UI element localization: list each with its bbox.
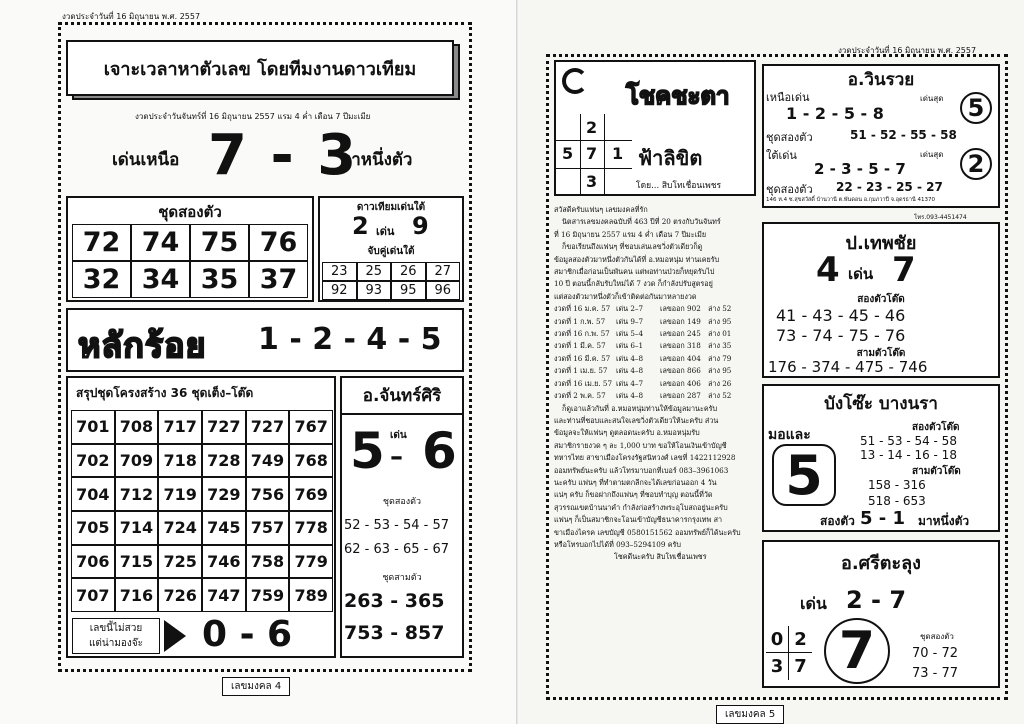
bangso-title: บังโซ๊ะ บางนรา [824, 394, 938, 414]
sritalung-grid-cell: 3 [766, 653, 789, 680]
logo-by: โดย... สิบโทเชื่อนเพชร [636, 181, 722, 191]
bottom-note-line-1: เลขนี้ไม่สวย [89, 623, 143, 634]
result-field: เด่น 9–7 [616, 316, 644, 326]
result-field: เลขออก 902 [660, 304, 701, 314]
summary-cell: 769 [289, 477, 333, 511]
sritalung-grid-cell: 0 [766, 626, 789, 653]
result-field: งวดที่ 16 มี.ค. 57 [554, 353, 611, 363]
winruay-south-label: ใต้เด่น [766, 149, 797, 162]
result-field: เด่น 4–8 [616, 353, 644, 363]
bangso-pairs-2: 13 - 14 - 16 - 18 [860, 448, 957, 462]
result-field: เด่น 4–7 [616, 378, 644, 388]
article-line: หรือโทรบอกไปได้ที่ 093–5294109 ครับ [554, 539, 681, 549]
pair-cell: 34 [131, 261, 190, 298]
satellite-cell: 95 [391, 281, 426, 300]
bangso-pairs-label: สองตัวโต๊ด [912, 422, 960, 433]
summary-cell: 706 [71, 545, 115, 579]
thepchai-pairs-label: สองตัวโต๊ด [857, 294, 905, 305]
pair-cell: 72 [72, 224, 131, 261]
results-list [554, 303, 741, 402]
banner-title: เจาะเวลาหาตัวเลข โดยทีมงานดาวเทียม [103, 58, 417, 80]
result-field: เด่น 2–7 [616, 304, 644, 314]
summary-cell: 745 [202, 511, 246, 545]
summary-cell: 725 [158, 545, 202, 579]
article-line: และท่านที่ชอบและสนใจเลขวิ่งตัวเดียวให้นะครับ ส่วน [554, 415, 719, 425]
summary-cell: 716 [115, 578, 159, 612]
article-line: สมาชิกรายงวด ๆ ละ 1,000 บาท ขอให้โอนเงินเข้าบัญชี [554, 440, 727, 450]
logo-grid-vline-2 [604, 114, 605, 194]
date-line: งวดประจำวันจันทร์ที่ 16 มิถุนายน 2557 แรม 4 ค่ำ เดือน 7 ปีมะเมีย [135, 112, 371, 121]
ajan-box [340, 376, 464, 658]
ajan-lead-right: 6 [422, 422, 457, 480]
article-line: ก็ขอเรียนถึงแฟนๆ ที่ชอบเล่นเลขวิ่งตัวเดียวก็ดู [562, 242, 703, 252]
article-line: ทหารไทย สาขาเมืองโครงรัฐสนิทวงศ์ เลขที่ 1422112928 [554, 453, 736, 463]
summary-box [66, 376, 336, 658]
right-page [520, 0, 1024, 724]
satellite-box [318, 196, 464, 302]
bottom-numbers: 0 - 6 [202, 614, 293, 655]
summary-cell: 707 [71, 578, 115, 612]
result-field: งวดที่ 16 ม.ค. 57 [554, 304, 611, 314]
summary-cell: 702 [71, 444, 115, 478]
ajan-triples-2: 753 - 857 [344, 622, 445, 644]
lead-suffix: มาหนึ่งตัว [340, 150, 413, 170]
ajan-pairs-label: ชุดสองตัว [382, 497, 422, 507]
summary-cell: 708 [115, 410, 159, 444]
bangso-triples-2: 518 - 653 [868, 494, 926, 508]
bottom-note [72, 618, 160, 654]
ajan-pairs-1: 52 - 53 - 54 - 57 [344, 518, 450, 533]
summary-cell: 701 [71, 410, 115, 444]
summary-cell: 719 [158, 477, 202, 511]
logo-title: โชคชะตา [626, 82, 730, 110]
bangso-pairs-1: 51 - 53 - 54 - 58 [860, 434, 957, 448]
result-field: เลขออก 318 [660, 341, 701, 351]
ajan-triples-label: ชุดสามตัว [382, 573, 422, 583]
ajan-lead-dash: – [390, 442, 403, 472]
sritalung-pairs-1: 70 - 72 [912, 646, 959, 661]
right-page-header: งวดประจำวันที่ 16 มิถุนายน พ.ศ. 2557 [838, 46, 977, 55]
result-field: ล่าง 35 [708, 341, 732, 351]
satellite-cell: 96 [426, 281, 461, 300]
hundreds-label: หลักร้อย [78, 326, 207, 366]
logo-grid-bottom: 3 [586, 172, 598, 191]
result-field: เด่น 4–8 [616, 391, 644, 401]
ajan-lead-mid: เด่น [390, 430, 407, 441]
logo-brand: ฟ้าลิขิต [638, 146, 703, 170]
article-line: นิตสารเลขมงคลฉบับที่ 463 ปีที่ 20 ตรงกับวันจันทร์ [562, 217, 721, 227]
satellite-main: 2 [352, 212, 369, 240]
left-footer: เลขมงคล 4 [222, 677, 290, 696]
logo-box [554, 60, 756, 196]
winruay-north-strong: 5 [960, 92, 992, 124]
triangle-arrow-icon [164, 620, 186, 652]
result-row [554, 340, 741, 352]
sritalung-title: อ.ศรีตะลุง [841, 553, 921, 574]
lead-prefix: เด่นเหนือ [112, 150, 180, 170]
satellite-cell: 27 [426, 262, 461, 281]
right-footer: เลขมงคล 5 [716, 705, 784, 724]
result-field: เลขออก 287 [660, 391, 701, 401]
bangso-triples-1: 158 - 316 [868, 478, 926, 492]
winruay-pairs-1: 51 - 52 - 55 - 58 [850, 128, 957, 142]
banner [66, 40, 454, 96]
summary-cell: 709 [115, 444, 159, 478]
logo-grid-hline-2 [556, 168, 632, 169]
bottom-note-line-2: แต่น่ามองจ๊ะ [88, 638, 144, 649]
result-field: เด่น 5–4 [616, 329, 644, 339]
article-line: ออมทรัพย์นะครับ แล้วโทรมาบอกที่เบอร์ 083–3961063 [554, 465, 729, 475]
summary-cell: 718 [158, 444, 202, 478]
summary-cell: 757 [246, 511, 290, 545]
summary-cell: 768 [289, 444, 333, 478]
summary-cell: 747 [202, 578, 246, 612]
summary-cell: 724 [158, 511, 202, 545]
article-line: 10 ปี ตอนนี้กลับรับใหม่ได้ 7 งวด ก็กำลังปรับสูตรอยู่ [554, 279, 713, 289]
summary-cell: 779 [289, 545, 333, 579]
bangso-big: 5 [772, 444, 836, 506]
summary-cell: 756 [246, 477, 290, 511]
result-field: ล่าง 95 [708, 366, 732, 376]
satellite-cell: 25 [357, 262, 392, 281]
result-field: งวดที่ 1 ก.พ. 57 [554, 316, 606, 326]
summary-cell: 727 [246, 410, 290, 444]
bangso-intro: มอและ [768, 427, 811, 443]
winruay-pairs-2: 22 - 23 - 25 - 27 [836, 180, 943, 194]
summary-cell: 726 [158, 578, 202, 612]
summary-cell: 749 [246, 444, 290, 478]
bangso-bottom-label: สองตัว [820, 514, 855, 528]
sritalung-box [762, 540, 1000, 688]
result-field: เลขออก 245 [660, 329, 701, 339]
satellite-title: ดาวเทียมเด่นใต้ [356, 202, 426, 213]
pairs-box [66, 196, 314, 302]
result-row [554, 353, 741, 365]
pair-cell: 74 [131, 224, 190, 261]
result-row [554, 365, 741, 377]
satellite-cell: 93 [357, 281, 392, 300]
left-page-header: งวดประจำวันที่ 16 มิถุนายน พ.ศ. 2557 [62, 12, 201, 21]
article-line: ขาเมืองไครค เลขบัญชี 0580151562 ออมทรัพย์ก็ได้นะครับ [554, 527, 741, 537]
satellite-main-mid: เด่น [376, 225, 395, 238]
satellite-main-end: 9 [412, 212, 429, 240]
result-row [554, 378, 741, 390]
winruay-north-label: เหนือเด่น [766, 91, 810, 104]
winruay-address: 146 ห.4 ซ.สุขสวัสดิ์ บ้านวานี ต.พันดอน อ.กุมภวาปี จ.อุดรธานี 41370 [766, 197, 935, 203]
logo-grid-vline-1 [580, 114, 581, 194]
sritalung-grid-cell: 2 [789, 626, 812, 653]
summary-cell: 714 [115, 511, 159, 545]
article-line: ข้อมูลจะให้แฟนๆ ดูตลอดนะครับ อ.หมอหนุ่มรับ [554, 428, 700, 438]
summary-cell: 729 [202, 477, 246, 511]
sritalung-pairs-label: ชุดสองตัว [920, 632, 954, 641]
result-field: เลขออก 866 [660, 366, 701, 376]
summary-cell: 746 [202, 545, 246, 579]
pair-cell: 32 [72, 261, 131, 298]
thepchai-pairs-2: 73 - 74 - 75 - 76 [776, 326, 906, 345]
bangso-triples-label: สามตัวโต๊ด [912, 466, 961, 477]
hundreds-box [66, 308, 464, 372]
summary-cell: 705 [71, 511, 115, 545]
thepchai-lead-right: 7 [892, 250, 916, 290]
logo-grid-top: 2 [586, 118, 598, 137]
summary-grid [71, 410, 333, 612]
summary-cell: 789 [289, 578, 333, 612]
logo-grid-hline-1 [556, 140, 632, 141]
article-line: ข้อมูลสองตัวมาหนึ่งตัวกันได้ที่ อ.หมอหนุ่ม ท่านเคยรับ [554, 254, 720, 264]
thepchai-title: ป.เทพชัย [845, 233, 917, 254]
satellite-sub: จับคู่เด่นใต้ [367, 246, 415, 257]
winruay-box [762, 64, 1000, 208]
result-field: งวดที่ 1 มี.ค. 57 [554, 341, 606, 351]
ajan-pairs-2: 62 - 63 - 65 - 67 [344, 542, 450, 557]
ajan-triples-1: 263 - 365 [344, 590, 445, 612]
result-row [554, 328, 741, 340]
result-field: งวดที่ 2 พ.ค. 57 [554, 391, 606, 401]
summary-cell: 778 [289, 511, 333, 545]
sritalung-pairs-2: 73 - 77 [912, 666, 959, 681]
thepchai-pairs-1: 41 - 43 - 45 - 46 [776, 306, 906, 325]
result-field: ล่าง 79 [708, 353, 732, 363]
article-line: สมาชิกเมื่อก่อนเป็นพันคน แต่พอท่านป่วยก็หยุดรับไป [554, 267, 715, 277]
satellite-grid [322, 262, 460, 300]
hundreds-numbers: 1 - 2 - 4 - 5 [258, 322, 442, 357]
pairs-title: ชุดสองตัว [158, 203, 222, 221]
winruay-strong-label-2: เด่นสุด [920, 150, 944, 159]
winruay-strong-label: เด่นสุด [920, 94, 944, 103]
satellite-cell: 23 [322, 262, 357, 281]
summary-title: สรุปชุดโครงสร้าง 36 ชุดเต็ง–โต๊ด [76, 386, 254, 400]
summary-cell: 728 [202, 444, 246, 478]
article-line: แน่ๆ ครับ ก็ขอฝากถึงแฟนๆ ที่ชอบทำบุญ ตอนนี้ที่วัด [554, 490, 713, 500]
pair-cell: 76 [249, 224, 308, 261]
summary-cell: 758 [246, 545, 290, 579]
sritalung-lead-nums: 2 - 7 [846, 586, 907, 614]
bangso-bottom-nums: 5 - 1 [860, 508, 906, 529]
summary-cell: 712 [115, 477, 159, 511]
result-row [554, 316, 741, 328]
winruay-south-nums: 2 - 3 - 5 - 7 [814, 160, 906, 178]
summary-cell: 759 [246, 578, 290, 612]
bangso-box [762, 384, 1000, 532]
result-field: เด่น 4–8 [616, 366, 644, 376]
result-field: ล่าง 01 [708, 329, 732, 339]
satellite-cell: 26 [391, 262, 426, 281]
result-row [554, 390, 741, 402]
thepchai-triples-label: สามตัวโต๊ด [856, 348, 906, 359]
pair-cell: 37 [249, 261, 308, 298]
thepchai-lead-left: 4 [816, 250, 840, 290]
result-field: เด่น 6–1 [616, 341, 644, 351]
thepchai-triples: 176 - 374 - 475 - 746 [768, 358, 928, 376]
pairs-grid [72, 224, 308, 298]
result-field: ล่าง 52 [708, 304, 732, 314]
summary-cell: 715 [115, 545, 159, 579]
summary-cell: 767 [289, 410, 333, 444]
logo-grid-center: 7 [586, 144, 598, 163]
result-field: เลขออก 149 [660, 316, 701, 326]
logo-grid-right: 1 [612, 144, 624, 163]
result-field: งวดที่ 16 ก.พ. 57 [554, 329, 610, 339]
summary-cell: 717 [158, 410, 202, 444]
winruay-phone: โทร.093-4451474 [914, 214, 967, 221]
article-line: สุวรรณเขตบ้านนาคำ กำลังก่อสร้างพระอุโบสถอยู่นะครับ [554, 502, 728, 512]
winruay-south-strong: 2 [960, 148, 992, 180]
thepchai-box [762, 222, 1000, 378]
pair-cell: 75 [190, 224, 249, 261]
article-line: นะครับ แฟนๆ ที่ทำตามตกลีกจะได้เลขก่อนออก 4 วัน [554, 477, 717, 487]
result-field: งวดที่ 16 เม.ย. 57 [554, 378, 613, 388]
sritalung-grid [766, 626, 812, 680]
sritalung-big: 7 [824, 618, 890, 684]
result-field: งวดที่ 1 เม.ย. 57 [554, 366, 608, 376]
result-field: ล่าง 52 [708, 391, 732, 401]
thepchai-lead-mid: เด่น [848, 265, 874, 283]
winruay-title: อ.วินรวย [847, 70, 915, 90]
bangso-bottom-suffix: มาหนึ่งตัว [918, 514, 970, 528]
article-line: แฟนๆ ก็เป็นสมาชิกจะโอนเข้าบัญชีธนาคารกรุงเทพ สา [554, 515, 722, 525]
sritalung-lead-label: เด่น [800, 594, 827, 613]
summary-cell: 727 [202, 410, 246, 444]
winruay-north-nums: 1 - 2 - 5 - 8 [786, 104, 884, 123]
article-line: ก็ดูเอาแล้วกันที่ อ.หมอหนุ่มท่านให้ข้อมูลมานะครับ [562, 403, 718, 413]
pair-cell: 35 [190, 261, 249, 298]
article-block [554, 204, 741, 564]
result-field: ล่าง 26 [708, 378, 732, 388]
ajan-lead-left: 5 [350, 422, 385, 480]
result-row [554, 303, 741, 315]
winruay-pairs-label-2: ชุดสองตัว [766, 183, 813, 196]
article-line: ที่ 16 มิถุนายน 2557 แรม 4 ค่ำ เดือน 7 ปีมะเมีย [554, 229, 707, 239]
sritalung-grid-cell: 7 [794, 656, 807, 677]
winruay-pairs-label-1: ชุดสองตัว [766, 131, 813, 144]
result-field: ล่าง 95 [708, 316, 732, 326]
article-line: สวัสดีครับแฟนๆ เลขมงคลที่รัก [554, 205, 648, 214]
article-line: แต่สองตัวมาหนึ่งตัวก็เข้าติดต่อกันมาหลายงวด [554, 291, 697, 301]
ajan-title: อ.จันทร์ศิริ [342, 382, 462, 415]
article-signoff: โชคดีนะครับ สิบโทเชื่อนเพชร [614, 552, 707, 562]
result-field: เลขออก 404 [660, 353, 701, 363]
swirl-logo-icon [562, 68, 588, 94]
result-field: เลขออก 406 [660, 378, 701, 388]
satellite-cell: 92 [322, 281, 357, 300]
lead-numbers: 7 - 3 [208, 123, 359, 188]
summary-cell: 704 [71, 477, 115, 511]
logo-grid-left: 5 [562, 144, 574, 163]
